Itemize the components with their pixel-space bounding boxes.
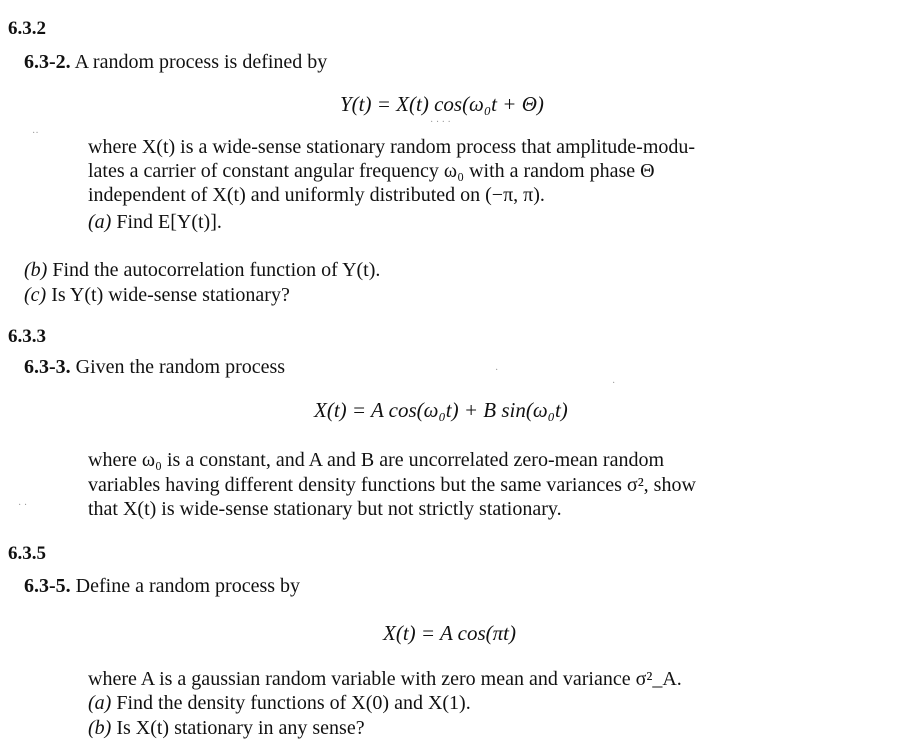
part-label: (a) — [88, 211, 112, 233]
scan-speck: · — [495, 365, 499, 376]
part-text: Is Y(t) wide-sense stationary? — [51, 284, 290, 306]
problem-number: 6.3-3. — [24, 356, 71, 378]
problem-statement: Given the random process — [75, 356, 286, 378]
equation: X(t) = A cos(ω₀t) + B sin(ω₀t) — [314, 398, 568, 422]
problem-header — [24, 51, 327, 74]
question-part — [88, 717, 365, 740]
part-text: Find E[Y(t)]. — [116, 211, 222, 233]
part-label: (b) — [88, 717, 112, 739]
body-text-line: lates a carrier of constant angular frequency ω₀ with a random phase Θ — [88, 160, 655, 182]
scan-speck: · — [612, 378, 616, 389]
scan-speck: · · — [18, 500, 28, 511]
question-part — [88, 211, 222, 234]
question-part — [88, 692, 471, 715]
problem-statement: A random process is defined by — [74, 51, 328, 73]
problem-header — [24, 575, 300, 598]
section-heading: 6.3.3 — [8, 326, 46, 347]
body-text-line: where A is a gaussian random variable with zero mean and variance σ²_A. — [88, 668, 682, 690]
body-text-line: that X(t) is wide-sense stationary but not strictly stationary. — [88, 498, 562, 520]
scan-speck: ·· — [32, 128, 39, 139]
body-text-line: where ω₀ is a constant, and A and B are uncorrelated zero-mean random — [88, 449, 665, 471]
question-part — [24, 284, 290, 307]
problem-number: 6.3-2. — [24, 51, 71, 73]
part-text: Is X(t) stationary in any sense? — [116, 717, 365, 739]
equation: X(t) = A cos(πt) — [383, 621, 516, 645]
problem-statement: Define a random process by — [75, 575, 301, 597]
body-text-line: variables having different density functions but the same variances σ², show — [88, 474, 696, 496]
body-text-line: where X(t) is a wide-sense stationary random process that amplitude-modu- — [88, 136, 696, 158]
part-text: Find the density functions of X(0) and X(1). — [116, 692, 471, 714]
equation: Y(t) = X(t) cos(ω₀t + Θ) — [340, 92, 544, 116]
section-heading: 6.3.5 — [8, 543, 46, 564]
scan-speck: · · · · — [430, 117, 451, 128]
part-label: (c) — [24, 284, 47, 306]
question-part — [24, 259, 380, 282]
problem-header — [24, 356, 285, 379]
body-text-line: independent of X(t) and uniformly distributed on (−π, π). — [88, 184, 545, 206]
part-label: (b) — [24, 259, 48, 281]
section-heading: 6.3.2 — [8, 18, 46, 39]
part-text: Find the autocorrelation function of Y(t). — [52, 259, 381, 281]
part-label: (a) — [88, 692, 112, 714]
problem-number: 6.3-5. — [24, 575, 71, 597]
